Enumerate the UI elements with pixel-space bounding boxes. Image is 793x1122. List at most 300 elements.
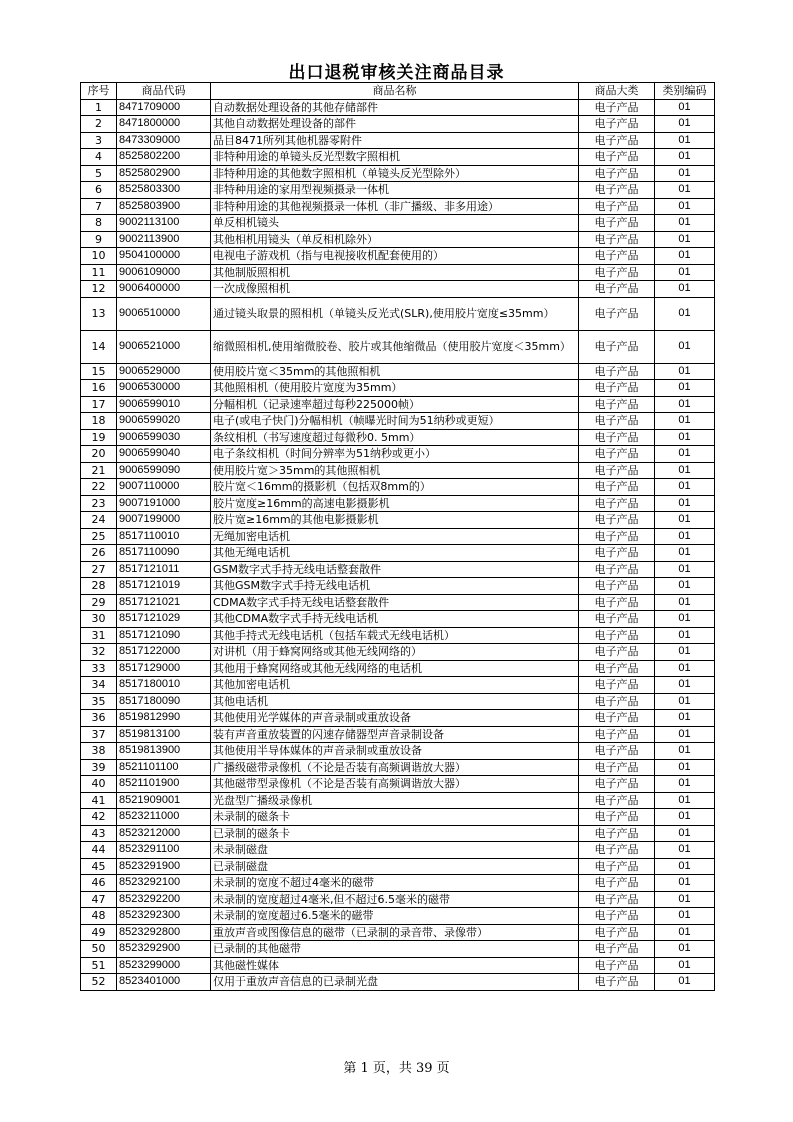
product-name: 已录制的其他磁带 xyxy=(211,941,579,958)
product-code: 9006400000 xyxy=(117,281,211,298)
product-name: 条纹相机（书写速度超过每微秒0. 5mm） xyxy=(211,429,579,446)
product-name: 其他加密电话机 xyxy=(211,677,579,694)
product-code: 8523299000 xyxy=(117,957,211,974)
class-code: 01 xyxy=(655,776,715,793)
class-code: 01 xyxy=(655,924,715,941)
product-category: 电子产品 xyxy=(579,858,655,875)
product-code: 8519812990 xyxy=(117,710,211,727)
table-row xyxy=(81,858,715,875)
product-category: 电子产品 xyxy=(579,198,655,215)
product-name: 通过镜头取景的照相机（单镜头反光式(SLR),使用胶片宽度≤35mm） xyxy=(211,297,579,330)
class-code: 01 xyxy=(655,545,715,562)
class-code: 01 xyxy=(655,759,715,776)
table-row xyxy=(81,165,715,182)
row-seq: 19 xyxy=(81,429,117,446)
table-row xyxy=(81,528,715,545)
product-code: 8523292800 xyxy=(117,924,211,941)
row-seq: 32 xyxy=(81,644,117,661)
product-code: 8517121019 xyxy=(117,578,211,595)
product-name: 非特种用途的其他视频摄录一体机（非广播级、非多用途） xyxy=(211,198,579,215)
product-category: 电子产品 xyxy=(579,842,655,859)
product-name: 其他相机用镜头（单反相机除外） xyxy=(211,231,579,248)
product-code: 8525802200 xyxy=(117,149,211,166)
class-code: 01 xyxy=(655,215,715,232)
table-row xyxy=(81,759,715,776)
class-code: 01 xyxy=(655,165,715,182)
row-seq: 17 xyxy=(81,396,117,413)
product-name: 对讲机（用于蜂窝网络或其他无线网络的） xyxy=(211,644,579,661)
row-seq: 24 xyxy=(81,512,117,529)
product-category: 电子产品 xyxy=(579,264,655,281)
product-category: 电子产品 xyxy=(579,446,655,463)
product-category: 电子产品 xyxy=(579,429,655,446)
row-seq: 27 xyxy=(81,561,117,578)
product-category: 电子产品 xyxy=(579,974,655,991)
table-row xyxy=(81,281,715,298)
header-class-code: 类别编码 xyxy=(655,83,715,100)
product-category: 电子产品 xyxy=(579,528,655,545)
product-code: 9006109000 xyxy=(117,264,211,281)
product-category: 电子产品 xyxy=(579,759,655,776)
product-category: 电子产品 xyxy=(579,512,655,529)
product-name: CDMA数字式手持无线电话整套散件 xyxy=(211,594,579,611)
product-code: 8517121021 xyxy=(117,594,211,611)
product-category: 电子产品 xyxy=(579,941,655,958)
row-seq: 50 xyxy=(81,941,117,958)
row-seq: 43 xyxy=(81,825,117,842)
product-name: 电视电子游戏机（指与电视接收机配套使用的） xyxy=(211,248,579,265)
product-name: 未录制磁盘 xyxy=(211,842,579,859)
class-code: 01 xyxy=(655,413,715,430)
product-name: 胶片宽＜16mm的摄影机（包括双8mm的） xyxy=(211,479,579,496)
class-code: 01 xyxy=(655,627,715,644)
product-category: 电子产品 xyxy=(579,611,655,628)
product-code: 8517121029 xyxy=(117,611,211,628)
product-category: 电子产品 xyxy=(579,330,655,363)
product-category: 电子产品 xyxy=(579,149,655,166)
row-seq: 31 xyxy=(81,627,117,644)
product-code: 8517110010 xyxy=(117,528,211,545)
product-code: 8517121090 xyxy=(117,627,211,644)
class-code: 01 xyxy=(655,660,715,677)
table-row xyxy=(81,462,715,479)
table-row xyxy=(81,825,715,842)
product-category: 电子产品 xyxy=(579,908,655,925)
table-header-row xyxy=(81,83,715,100)
product-code: 8517129000 xyxy=(117,660,211,677)
product-code: 9002113100 xyxy=(117,215,211,232)
product-code: 9007110000 xyxy=(117,479,211,496)
product-code: 9007191000 xyxy=(117,495,211,512)
table-row xyxy=(81,924,715,941)
row-seq: 3 xyxy=(81,132,117,149)
product-category: 电子产品 xyxy=(579,363,655,380)
product-code: 8523292200 xyxy=(117,891,211,908)
product-category: 电子产品 xyxy=(579,660,655,677)
row-seq: 10 xyxy=(81,248,117,265)
product-name: 其他无绳电话机 xyxy=(211,545,579,562)
table-row xyxy=(81,875,715,892)
class-code: 01 xyxy=(655,875,715,892)
product-category: 电子产品 xyxy=(579,116,655,133)
product-code: 9006599040 xyxy=(117,446,211,463)
class-code: 01 xyxy=(655,611,715,628)
product-name: 其他磁性媒体 xyxy=(211,957,579,974)
table-row xyxy=(81,149,715,166)
product-code: 8521909001 xyxy=(117,792,211,809)
product-name: 分幅相机（记录速率超过每秒225000帧） xyxy=(211,396,579,413)
row-seq: 52 xyxy=(81,974,117,991)
table-row xyxy=(81,594,715,611)
row-seq: 14 xyxy=(81,330,117,363)
row-seq: 4 xyxy=(81,149,117,166)
row-seq: 15 xyxy=(81,363,117,380)
row-seq: 8 xyxy=(81,215,117,232)
table-row xyxy=(81,792,715,809)
row-seq: 18 xyxy=(81,413,117,430)
product-code: 8517180010 xyxy=(117,677,211,694)
product-category: 电子产品 xyxy=(579,281,655,298)
class-code: 01 xyxy=(655,281,715,298)
table-row xyxy=(81,611,715,628)
product-category: 电子产品 xyxy=(579,561,655,578)
row-seq: 30 xyxy=(81,611,117,628)
row-seq: 16 xyxy=(81,380,117,397)
product-category: 电子产品 xyxy=(579,644,655,661)
table-row xyxy=(81,776,715,793)
product-code: 9006599020 xyxy=(117,413,211,430)
product-category: 电子产品 xyxy=(579,875,655,892)
product-name: 电子条纹相机（时间分辨率为51纳秒或更小） xyxy=(211,446,579,463)
table-row xyxy=(81,809,715,826)
table-row xyxy=(81,578,715,595)
product-code: 8519813900 xyxy=(117,743,211,760)
product-name: 其他自动数据处理设备的部件 xyxy=(211,116,579,133)
product-name: 其他CDMA数字式手持无线电话机 xyxy=(211,611,579,628)
row-seq: 22 xyxy=(81,479,117,496)
row-seq: 35 xyxy=(81,693,117,710)
row-seq: 41 xyxy=(81,792,117,809)
table-row xyxy=(81,545,715,562)
product-code: 8517122000 xyxy=(117,644,211,661)
table-row xyxy=(81,429,715,446)
product-category: 电子产品 xyxy=(579,594,655,611)
row-seq: 2 xyxy=(81,116,117,133)
product-category: 电子产品 xyxy=(579,677,655,694)
table-row xyxy=(81,363,715,380)
row-seq: 40 xyxy=(81,776,117,793)
product-name: 光盘型广播级录像机 xyxy=(211,792,579,809)
product-code: 8525803300 xyxy=(117,182,211,199)
row-seq: 45 xyxy=(81,858,117,875)
product-name: 非特种用途的其他数字照相机（单镜头反光型除外） xyxy=(211,165,579,182)
class-code: 01 xyxy=(655,182,715,199)
class-code: 01 xyxy=(655,644,715,661)
class-code: 01 xyxy=(655,149,715,166)
row-seq: 9 xyxy=(81,231,117,248)
product-category: 电子产品 xyxy=(579,924,655,941)
product-code: 8523401000 xyxy=(117,974,211,991)
product-category: 电子产品 xyxy=(579,297,655,330)
row-seq: 49 xyxy=(81,924,117,941)
class-code: 01 xyxy=(655,429,715,446)
class-code: 01 xyxy=(655,198,715,215)
table-row xyxy=(81,974,715,991)
class-code: 01 xyxy=(655,248,715,265)
table-row xyxy=(81,479,715,496)
row-seq: 23 xyxy=(81,495,117,512)
product-category: 电子产品 xyxy=(579,693,655,710)
row-seq: 1 xyxy=(81,99,117,116)
product-code: 8517121011 xyxy=(117,561,211,578)
table-row xyxy=(81,561,715,578)
product-code: 8521101900 xyxy=(117,776,211,793)
product-name: 其他使用半导体媒体的声音录制或重放设备 xyxy=(211,743,579,760)
row-seq: 47 xyxy=(81,891,117,908)
table-row xyxy=(81,446,715,463)
product-name: 品目8471所列其他机器零附件 xyxy=(211,132,579,149)
table-body xyxy=(81,99,715,990)
table-row xyxy=(81,726,715,743)
product-code: 8523291100 xyxy=(117,842,211,859)
table-row xyxy=(81,842,715,859)
class-code: 01 xyxy=(655,842,715,859)
table-row xyxy=(81,297,715,330)
product-code: 8523292100 xyxy=(117,875,211,892)
product-name: 其他手持式无线电话机（包括车载式无线电话机） xyxy=(211,627,579,644)
product-name: 单反相机镜头 xyxy=(211,215,579,232)
page-footer: 第 1 页，共 39 页 xyxy=(343,1061,450,1076)
header-seq: 序号 xyxy=(81,83,117,100)
product-category: 电子产品 xyxy=(579,809,655,826)
table-row xyxy=(81,215,715,232)
product-code: 8473309000 xyxy=(117,132,211,149)
class-code: 01 xyxy=(655,264,715,281)
class-code: 01 xyxy=(655,594,715,611)
table-row xyxy=(81,644,715,661)
header-name: 商品名称 xyxy=(211,83,579,100)
table-row xyxy=(81,512,715,529)
table-row xyxy=(81,743,715,760)
product-code: 8519813100 xyxy=(117,726,211,743)
product-code: 9006599030 xyxy=(117,429,211,446)
row-seq: 29 xyxy=(81,594,117,611)
product-name: 无绳加密电话机 xyxy=(211,528,579,545)
product-code: 8525802900 xyxy=(117,165,211,182)
product-table xyxy=(80,82,715,991)
class-code: 01 xyxy=(655,677,715,694)
class-code: 01 xyxy=(655,99,715,116)
table-row xyxy=(81,957,715,974)
row-seq: 7 xyxy=(81,198,117,215)
class-code: 01 xyxy=(655,941,715,958)
product-code: 8521101100 xyxy=(117,759,211,776)
product-category: 电子产品 xyxy=(579,776,655,793)
class-code: 01 xyxy=(655,726,715,743)
product-name: 已录制磁盘 xyxy=(211,858,579,875)
row-seq: 36 xyxy=(81,710,117,727)
product-name: 胶片宽≥16mm的其他电影摄影机 xyxy=(211,512,579,529)
product-name: 未录制的宽度超过4毫米,但不超过6.5毫米的磁带 xyxy=(211,891,579,908)
product-category: 电子产品 xyxy=(579,743,655,760)
class-code: 01 xyxy=(655,231,715,248)
product-name: 其他磁带型录像机（不论是否装有高频调谐放大器） xyxy=(211,776,579,793)
product-category: 电子产品 xyxy=(579,792,655,809)
table-row xyxy=(81,231,715,248)
page-title: 出口退税审核关注商品目录 xyxy=(288,63,505,83)
row-seq: 20 xyxy=(81,446,117,463)
product-code: 8523211000 xyxy=(117,809,211,826)
product-code: 9006599090 xyxy=(117,462,211,479)
product-name: 装有声音重放装置的闪速存储器型声音录制设备 xyxy=(211,726,579,743)
product-category: 电子产品 xyxy=(579,957,655,974)
row-seq: 21 xyxy=(81,462,117,479)
product-code: 9006510000 xyxy=(117,297,211,330)
class-code: 01 xyxy=(655,363,715,380)
class-code: 01 xyxy=(655,380,715,397)
table-row xyxy=(81,693,715,710)
product-code: 8523292900 xyxy=(117,941,211,958)
table-row xyxy=(81,99,715,116)
class-code: 01 xyxy=(655,479,715,496)
product-category: 电子产品 xyxy=(579,726,655,743)
class-code: 01 xyxy=(655,528,715,545)
product-category: 电子产品 xyxy=(579,825,655,842)
product-code: 9006521000 xyxy=(117,330,211,363)
row-seq: 37 xyxy=(81,726,117,743)
row-seq: 48 xyxy=(81,908,117,925)
product-name: 已录制的磁条卡 xyxy=(211,825,579,842)
table-row xyxy=(81,710,715,727)
table-row xyxy=(81,413,715,430)
row-seq: 12 xyxy=(81,281,117,298)
product-code: 8523212000 xyxy=(117,825,211,842)
class-code: 01 xyxy=(655,446,715,463)
table-row xyxy=(81,248,715,265)
row-seq: 26 xyxy=(81,545,117,562)
product-category: 电子产品 xyxy=(579,231,655,248)
class-code: 01 xyxy=(655,495,715,512)
product-name: 电子(或电子快门)分幅相机（帧曝光时间为51纳秒或更短） xyxy=(211,413,579,430)
product-code: 8525803900 xyxy=(117,198,211,215)
product-name: 其他用于蜂窝网络或其他无线网络的电话机 xyxy=(211,660,579,677)
product-name: 未录制的宽度超过6.5毫米的磁带 xyxy=(211,908,579,925)
product-category: 电子产品 xyxy=(579,710,655,727)
product-name: 未录制的磁条卡 xyxy=(211,809,579,826)
class-code: 01 xyxy=(655,792,715,809)
product-code: 9504100000 xyxy=(117,248,211,265)
product-category: 电子产品 xyxy=(579,248,655,265)
table-row xyxy=(81,495,715,512)
product-name: 其他GSM数字式手持无线电话机 xyxy=(211,578,579,595)
table-row xyxy=(81,182,715,199)
product-name: 未录制的宽度不超过4毫米的磁带 xyxy=(211,875,579,892)
table-row xyxy=(81,198,715,215)
class-code: 01 xyxy=(655,512,715,529)
product-name: 非特种用途的家用型视频摄录一体机 xyxy=(211,182,579,199)
product-code: 8471800000 xyxy=(117,116,211,133)
product-category: 电子产品 xyxy=(579,462,655,479)
product-category: 电子产品 xyxy=(579,413,655,430)
product-category: 电子产品 xyxy=(579,396,655,413)
product-category: 电子产品 xyxy=(579,99,655,116)
product-name: 一次成像照相机 xyxy=(211,281,579,298)
row-seq: 34 xyxy=(81,677,117,694)
row-seq: 13 xyxy=(81,297,117,330)
table-row xyxy=(81,627,715,644)
product-code: 8471709000 xyxy=(117,99,211,116)
product-category: 电子产品 xyxy=(579,495,655,512)
class-code: 01 xyxy=(655,330,715,363)
table-row xyxy=(81,116,715,133)
product-category: 电子产品 xyxy=(579,182,655,199)
table-row xyxy=(81,264,715,281)
product-code: 8523291900 xyxy=(117,858,211,875)
table-row xyxy=(81,396,715,413)
class-code: 01 xyxy=(655,693,715,710)
row-seq: 44 xyxy=(81,842,117,859)
table-row xyxy=(81,380,715,397)
product-code: 8523292300 xyxy=(117,908,211,925)
product-category: 电子产品 xyxy=(579,132,655,149)
product-name: 自动数据处理设备的其他存储部件 xyxy=(211,99,579,116)
row-seq: 11 xyxy=(81,264,117,281)
product-code: 9006599010 xyxy=(117,396,211,413)
product-name: 非特种用途的单镜头反光型数字照相机 xyxy=(211,149,579,166)
product-name: 胶片宽度≥16mm的高速电影摄影机 xyxy=(211,495,579,512)
row-seq: 25 xyxy=(81,528,117,545)
product-category: 电子产品 xyxy=(579,479,655,496)
table-row xyxy=(81,330,715,363)
class-code: 01 xyxy=(655,297,715,330)
product-name: 重放声音或图像信息的磁带（已录制的录音带、录像带） xyxy=(211,924,579,941)
row-seq: 39 xyxy=(81,759,117,776)
product-code: 9006530000 xyxy=(117,380,211,397)
product-code: 8517110090 xyxy=(117,545,211,562)
product-category: 电子产品 xyxy=(579,165,655,182)
product-code: 9002113900 xyxy=(117,231,211,248)
product-category: 电子产品 xyxy=(579,215,655,232)
product-category: 电子产品 xyxy=(579,545,655,562)
class-code: 01 xyxy=(655,809,715,826)
table-row xyxy=(81,132,715,149)
class-code: 01 xyxy=(655,116,715,133)
table-row xyxy=(81,941,715,958)
product-name: 其他照相机（使用胶片宽度为35mm） xyxy=(211,380,579,397)
product-name: 其他使用光学媒体的声音录制或重放设备 xyxy=(211,710,579,727)
row-seq: 6 xyxy=(81,182,117,199)
row-seq: 33 xyxy=(81,660,117,677)
class-code: 01 xyxy=(655,561,715,578)
table-row xyxy=(81,891,715,908)
product-code: 9007199000 xyxy=(117,512,211,529)
product-name: 广播级磁带录像机（不论是否装有高频调谐放大器） xyxy=(211,759,579,776)
product-name: 仅用于重放声音信息的已录制光盘 xyxy=(211,974,579,991)
product-name: 其他制版照相机 xyxy=(211,264,579,281)
product-name: 缩微照相机,使用缩微胶卷、胶片或其他缩微品（使用胶片宽度＜35mm） xyxy=(211,330,579,363)
class-code: 01 xyxy=(655,710,715,727)
table-row xyxy=(81,660,715,677)
class-code: 01 xyxy=(655,825,715,842)
table-row xyxy=(81,908,715,925)
header-category: 商品大类 xyxy=(579,83,655,100)
product-category: 电子产品 xyxy=(579,891,655,908)
product-category: 电子产品 xyxy=(579,578,655,595)
product-code: 9006529000 xyxy=(117,363,211,380)
product-name: GSM数字式手持无线电话整套散件 xyxy=(211,561,579,578)
class-code: 01 xyxy=(655,578,715,595)
row-seq: 5 xyxy=(81,165,117,182)
